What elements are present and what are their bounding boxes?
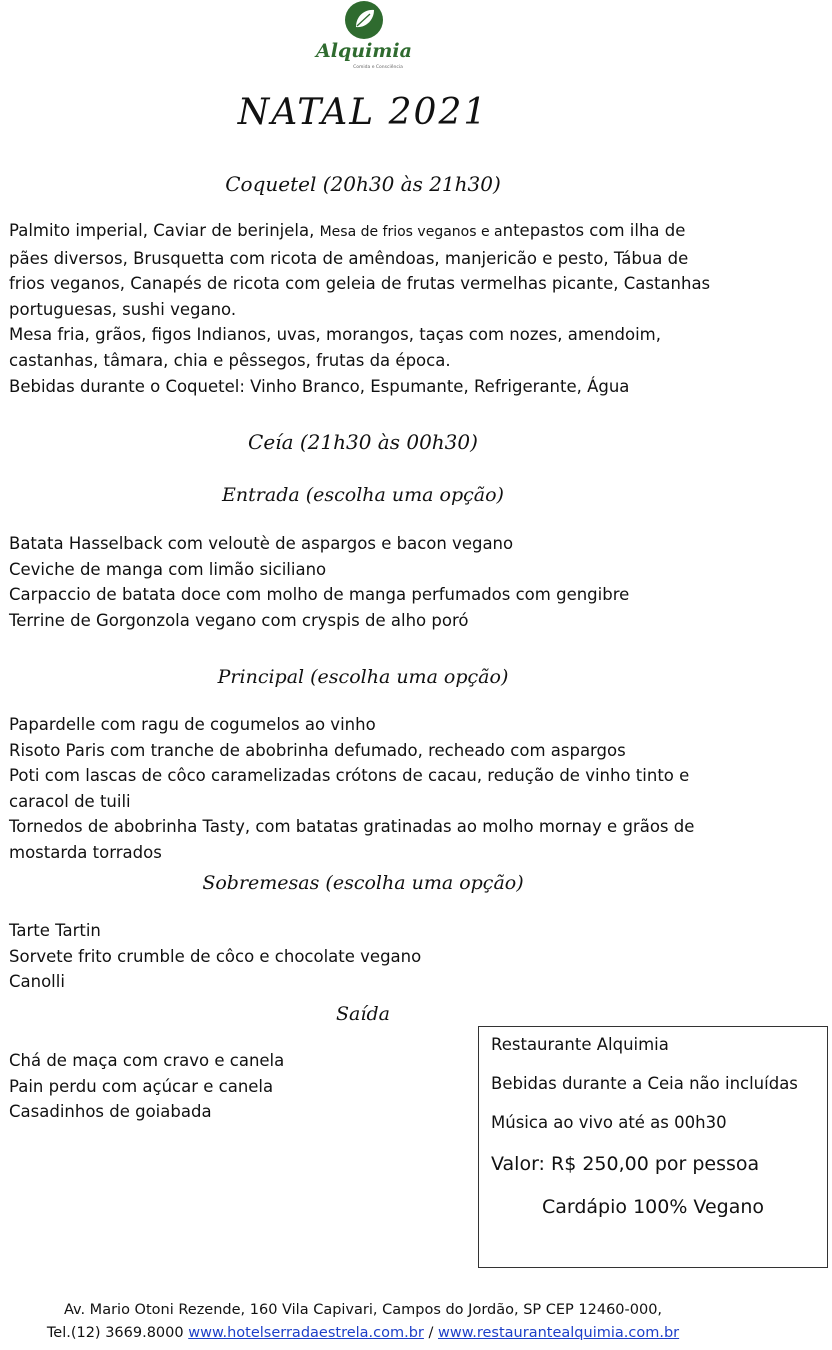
entrada-list	[9, 531, 709, 633]
footer-contact	[0, 1325, 726, 1341]
sobremesas-list	[9, 918, 709, 995]
list-item: Terrine de Gorgonzola vegano com cryspis de alho poró	[9, 610, 469, 630]
logo-tagline: Comida e Consciência	[353, 65, 403, 70]
alquimia-logo	[312, 0, 416, 75]
coquetel-tail-text: ntepastos com ilha de	[502, 221, 686, 240]
list-item: Casadinhos de goiabada	[9, 1102, 212, 1122]
restaurant-link[interactable]: www.restaurantealquimia.com.br	[438, 1325, 680, 1341]
drinks-note: Bebidas durante a Ceia não incluídas	[491, 1074, 798, 1093]
music-note: Música ao vivo até as 00h30	[491, 1113, 727, 1132]
vegan-menu-note: Cardápio 100% Vegano	[541, 1196, 765, 1218]
sobremesas-heading: Sobremesas (escolha uma opção)	[202, 872, 524, 894]
entrada-heading: Entrada (escolha uma opção)	[222, 484, 504, 506]
list-item: Pain perdu com açúcar e canela	[9, 1076, 274, 1096]
list-item: mostarda torrados	[9, 842, 162, 862]
list-item: Tornedos de abobrinha Tasty, com batatas gratinadas ao molho mornay e grãos de	[9, 817, 695, 837]
logo-wordmark: Alquimia	[316, 40, 412, 62]
coquetel-line-2: pães diversos, Brusquetta com ricota de amêndoas, manjericão e pesto, Tábua de	[9, 248, 689, 268]
coquetel-line-5: Mesa fria, grãos, figos Indianos, uvas, morangos, taças com nozes, amendoim,	[9, 325, 661, 345]
list-item: caracol de tuili	[9, 791, 131, 811]
principal-heading: Principal (escolha uma opção)	[217, 666, 509, 688]
hotel-link[interactable]: www.hotelserradaestrela.com.br	[188, 1325, 424, 1341]
list-item: Chá de maça com cravo e canela	[9, 1051, 285, 1070]
page-title: NATAL 2021	[237, 92, 489, 133]
list-item: Sorvete frito crumble de côco e chocolate vegano	[9, 946, 422, 966]
list-item: Tarte Tartin	[9, 921, 101, 940]
info-box	[478, 1026, 828, 1268]
link-separator: /	[428, 1325, 434, 1341]
coquetel-line-6: castanhas, tâmara, chia e pêssegos, frutas da época.	[9, 350, 451, 370]
list-item: Risoto Paris com tranche de abobrinha defumado, recheado com aspargos	[9, 740, 626, 760]
coquetel-small-text: Mesa de frios veganos e a	[319, 224, 503, 240]
restaurant-name: Restaurante Alquimia	[491, 1035, 669, 1054]
price: Valor: R$ 250,00 por pessoa	[491, 1153, 760, 1175]
coquetel-line-7: Bebidas durante o Coquetel: Vinho Branco, Espumante, Refrigerante, Água	[9, 376, 630, 396]
list-item: Carpaccio de batata doce com molho de manga perfumados com gengibre	[9, 585, 630, 605]
list-item: Canolli	[9, 972, 65, 992]
footer-phone: Tel.(12) 3669.8000	[46, 1325, 184, 1341]
principal-list	[9, 712, 709, 866]
list-item: Poti com lascas de côco caramelizadas crótons de cacau, redução de vinho tinto e	[9, 766, 690, 786]
footer-address: Av. Mario Otoni Rezende, 160 Vila Capivari, Campos do Jordão, SP CEP 12460-000,	[63, 1302, 663, 1318]
coquetel-heading: Coquetel (20h30 às 21h30)	[225, 172, 501, 196]
coquetel-line-4: portuguesas, sushi vegano.	[9, 299, 237, 319]
list-item: Ceviche de manga com limão siciliano	[9, 559, 327, 579]
coquetel-description	[9, 218, 709, 399]
list-item: Papardelle com ragu de cogumelos ao vinho	[9, 715, 376, 734]
ceia-heading: Ceía (21h30 às 00h30)	[248, 430, 478, 454]
list-item: Batata Hasselback com veloutè de aspargos e bacon vegano	[9, 534, 514, 553]
saida-heading: Saída	[336, 1003, 390, 1025]
saida-list	[9, 1048, 469, 1125]
coquetel-line-3: frios veganos, Canapés de ricota com geleia de frutas vermelhas picante, Castanhas	[9, 274, 711, 294]
coquetel-line-1: Palmito imperial, Caviar de berinjela, Mesa de frios veganos e antepastos com ilha de	[9, 221, 686, 240]
